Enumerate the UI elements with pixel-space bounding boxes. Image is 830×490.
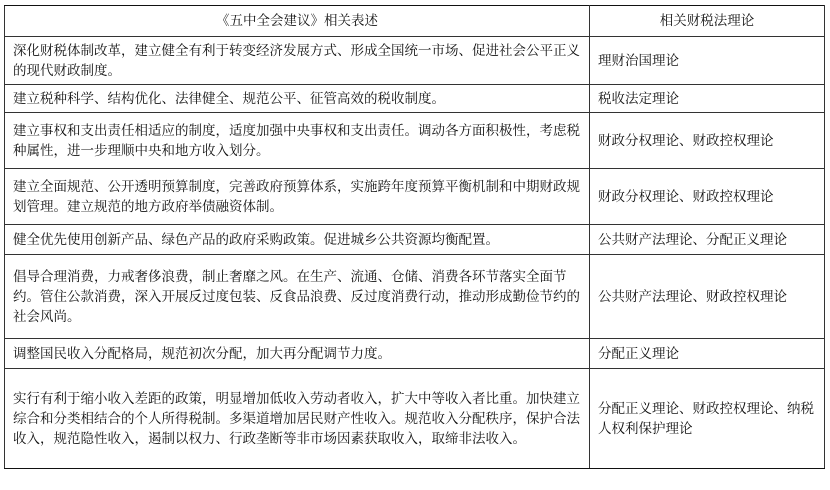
header-statement: 《五中全会建议》相关表述	[5, 6, 590, 37]
theory-cell: 财政分权理论、财政控权理论	[590, 169, 825, 225]
table-row	[5, 339, 825, 369]
table-body	[5, 37, 825, 469]
header-theory: 相关财税法理论	[590, 6, 825, 37]
theory-cell: 公共财产法理论、分配正义理论	[590, 225, 825, 255]
statement-cell: 建立税种科学、结构优化、法律健全、规范公平、征管高效的税收制度。	[5, 85, 590, 113]
statement-cell: 健全优先使用创新产品、绿色产品的政府采购政策。促进城乡公共资源均衡配置。	[5, 225, 590, 255]
table-row	[5, 169, 825, 225]
statement-cell: 倡导合理消费，力戒奢侈浪费，制止奢靡之风。在生产、流通、仓储、消费各环节落实全面节约。管住公款消费，深入开展反过度包装、反食品浪费、反过度消费行动，推动形成勤俭节约的社会风尚。	[5, 255, 590, 339]
statement-cell: 建立全面规范、公开透明预算制度，完善政府预算体系，实施跨年度预算平衡机制和中期财政规划管理。建立规范的地方政府举债融资体制。	[5, 169, 590, 225]
table-row	[5, 369, 825, 469]
header-row	[5, 6, 825, 37]
statement-cell: 建立事权和支出责任相适应的制度，适度加强中央事权和支出责任。调动各方面积极性，考虑税种属性，进一步理顺中央和地方收入划分。	[5, 113, 590, 169]
theory-cell: 分配正义理论	[590, 339, 825, 369]
table-header	[5, 6, 825, 37]
theory-cell: 财政分权理论、财政控权理论	[590, 113, 825, 169]
table-row	[5, 255, 825, 339]
theory-cell: 税收法定理论	[590, 85, 825, 113]
table-row	[5, 37, 825, 85]
table-row	[5, 85, 825, 113]
table-row	[5, 113, 825, 169]
table-row	[5, 225, 825, 255]
theory-cell: 分配正义理论、财政控权理论、纳税人权利保护理论	[590, 369, 825, 469]
theory-cell: 公共财产法理论、财政控权理论	[590, 255, 825, 339]
statement-cell: 调整国民收入分配格局，规范初次分配，加大再分配调节力度。	[5, 339, 590, 369]
theory-cell: 理财治国理论	[590, 37, 825, 85]
statement-cell: 深化财税体制改革，建立健全有利于转变经济发展方式、形成全国统一市场、促进社会公平正义的现代财政制度。	[5, 37, 590, 85]
policy-theory-table	[4, 5, 825, 469]
statement-cell: 实行有利于缩小收入差距的政策，明显增加低收入劳动者收入，扩大中等收入者比重。加快建立综合和分类相结合的个人所得税制。多渠道增加居民财产性收入。规范收入分配秩序，保护合法收入，规范隐性收入，遏制以权力、行政垄断等非市场因素获取收入，取缔非法收入。	[5, 369, 590, 469]
